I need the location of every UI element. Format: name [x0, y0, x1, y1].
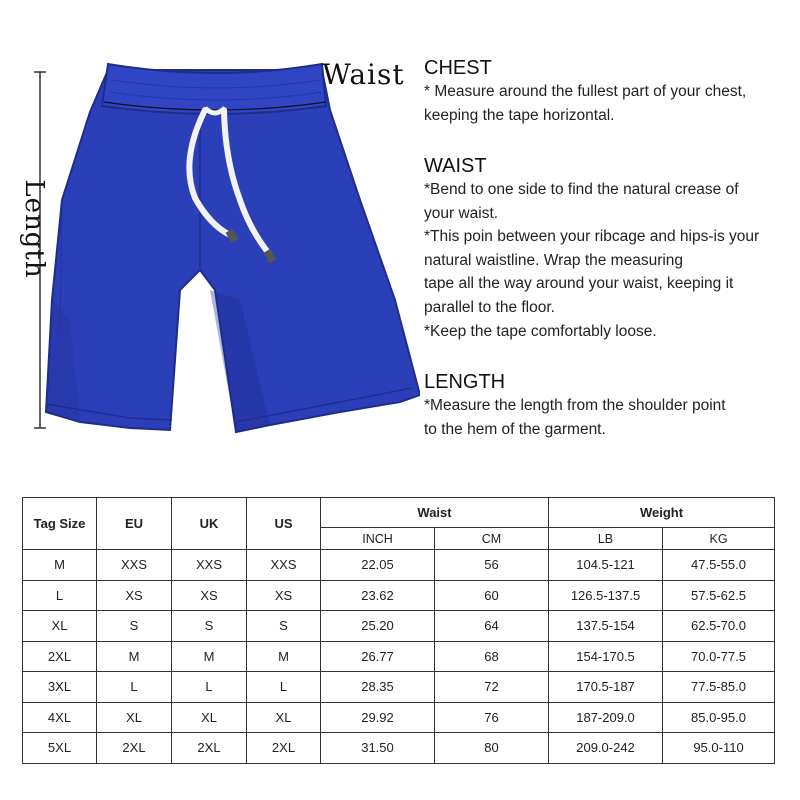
chest-line: keeping the tape horizontal.	[424, 106, 615, 124]
cell-us: XXS	[247, 550, 321, 581]
cell-tag: M	[23, 550, 97, 581]
cell-cm: 56	[435, 550, 549, 581]
cell-cm: 64	[435, 611, 549, 642]
cell-kg: 85.0-95.0	[663, 702, 775, 733]
cell-tag: XL	[23, 611, 97, 642]
cell-us: M	[247, 641, 321, 672]
cell-kg: 47.5-55.0	[663, 550, 775, 581]
cell-tag: 3XL	[23, 672, 97, 703]
cell-uk: 2XL	[172, 733, 247, 764]
cell-kg: 70.0-77.5	[663, 641, 775, 672]
waist-line: natural waistline. Wrap the measuring	[424, 251, 684, 269]
waist-line: parallel to the floor.	[424, 298, 555, 316]
header-eu: EU	[97, 498, 172, 550]
cell-cm: 76	[435, 702, 549, 733]
length-heading: LENGTH	[424, 371, 506, 393]
cell-inch: 31.50	[321, 733, 435, 764]
cell-cm: 68	[435, 641, 549, 672]
cell-tag: L	[23, 580, 97, 611]
cell-uk: XL	[172, 702, 247, 733]
cell-eu: L	[97, 672, 172, 703]
cell-kg: 62.5-70.0	[663, 611, 775, 642]
cell-eu: S	[97, 611, 172, 642]
cell-tag: 5XL	[23, 733, 97, 764]
cell-eu: XXS	[97, 550, 172, 581]
waist-line: *Keep the tape comfortably loose.	[424, 322, 657, 340]
length-line: *Measure the length from the shoulder point	[424, 397, 726, 414]
table-row	[23, 580, 775, 611]
length-line: to the hem of the garment.	[424, 420, 606, 438]
cell-tag: 4XL	[23, 702, 97, 733]
size-table	[22, 497, 775, 764]
shorts-product-image	[0, 0, 420, 460]
waist-line: *Bend to one side to find the natural crease of	[424, 181, 739, 198]
length-section	[424, 370, 726, 441]
cell-lb: 154-170.5	[549, 641, 663, 672]
cell-tag: 2XL	[23, 641, 97, 672]
cell-lb: 187-209.0	[549, 702, 663, 733]
cell-cm: 80	[435, 733, 549, 764]
chest-section	[424, 56, 746, 127]
header-us: US	[247, 498, 321, 550]
cell-kg: 57.5-62.5	[663, 580, 775, 611]
header-weight: Weight	[549, 498, 775, 528]
cell-us: XS	[247, 580, 321, 611]
cell-us: L	[247, 672, 321, 703]
cell-uk: S	[172, 611, 247, 642]
waist-line: *This poin between your ribcage and hips-is your	[424, 228, 760, 246]
header-tag-size: Tag Size	[23, 498, 97, 550]
cell-inch: 25.20	[321, 611, 435, 642]
header-uk: UK	[172, 498, 247, 550]
waist-heading: WAIST	[424, 155, 487, 177]
header-waist: Waist	[321, 498, 549, 528]
cell-uk: XXS	[172, 550, 247, 581]
chest-heading: CHEST	[424, 57, 492, 79]
header-kg: KG	[663, 528, 775, 550]
table-row	[23, 611, 775, 642]
cell-lb: 137.5-154	[549, 611, 663, 642]
table-row	[23, 672, 775, 703]
waist-measure-label: Waist	[322, 58, 405, 91]
cell-uk: XS	[172, 580, 247, 611]
cell-eu: M	[97, 641, 172, 672]
cell-us: 2XL	[247, 733, 321, 764]
table-row	[23, 550, 775, 581]
chest-line: * Measure around the fullest part of your chest,	[424, 83, 747, 100]
cell-eu: XL	[97, 702, 172, 733]
waist-line: tape all the way around your waist, keeping it	[424, 275, 734, 293]
cell-eu: 2XL	[97, 733, 172, 764]
cell-lb: 104.5-121	[549, 550, 663, 581]
table-row	[23, 641, 775, 672]
cell-lb: 126.5-137.5	[549, 580, 663, 611]
size-table-container	[22, 497, 774, 764]
cell-lb: 209.0-242	[549, 733, 663, 764]
header-inch: INCH	[321, 528, 435, 550]
cell-uk: M	[172, 641, 247, 672]
cell-cm: 72	[435, 672, 549, 703]
table-row	[23, 702, 775, 733]
cell-us: S	[247, 611, 321, 642]
cell-cm: 60	[435, 580, 549, 611]
length-measure-label: Length	[19, 179, 49, 279]
waist-section	[424, 154, 759, 343]
cell-inch: 29.92	[321, 702, 435, 733]
header-lb: LB	[549, 528, 663, 550]
waist-line: your waist.	[424, 204, 499, 222]
cell-lb: 170.5-187	[549, 672, 663, 703]
cell-inch: 23.62	[321, 580, 435, 611]
cell-inch: 26.77	[321, 641, 435, 672]
table-row	[23, 733, 775, 764]
cell-us: XL	[247, 702, 321, 733]
cell-inch: 22.05	[321, 550, 435, 581]
cell-kg: 95.0-110	[663, 733, 775, 764]
cell-kg: 77.5-85.0	[663, 672, 775, 703]
header-cm: CM	[435, 528, 549, 550]
cell-eu: XS	[97, 580, 172, 611]
cell-uk: L	[172, 672, 247, 703]
cell-inch: 28.35	[321, 672, 435, 703]
